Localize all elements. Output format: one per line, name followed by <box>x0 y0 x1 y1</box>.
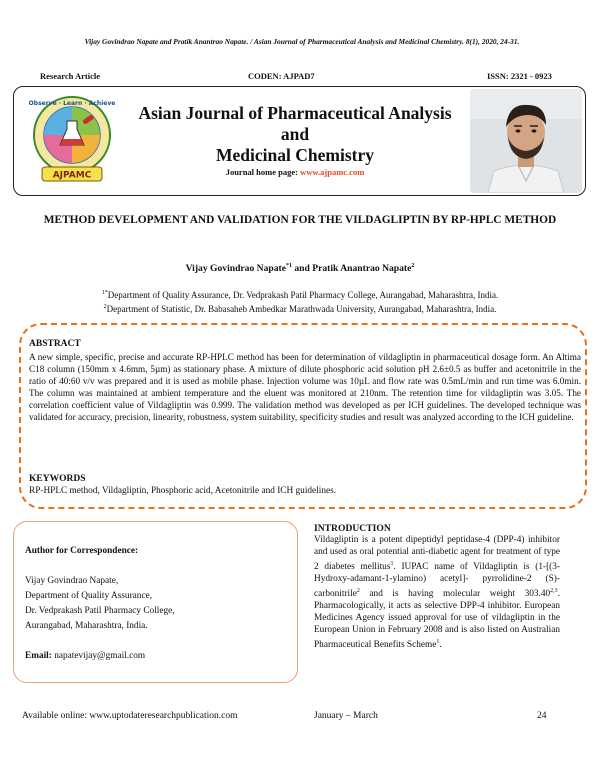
correspondence-name: Vijay Govindrao Napate, <box>25 576 119 586</box>
keywords-text: RP-HPLC method, Vildagliptin, Phosphoric acid, Acetonitrile and ICH guidelines. <box>29 486 337 496</box>
journal-title <box>130 103 460 166</box>
correspondence-heading: Author for Correspondence: <box>25 546 139 556</box>
journal-homepage <box>130 167 460 177</box>
journal-logo-graphic <box>22 95 122 189</box>
affiliation-1 <box>20 290 580 300</box>
introduction-heading: INTRODUCTION <box>314 523 391 534</box>
homepage-label: Journal home page: <box>225 167 298 177</box>
affiliation-1-sup: 1* <box>101 290 108 296</box>
author-1-sup: *1 <box>285 263 292 269</box>
abstract-heading: ABSTRACT <box>29 339 81 349</box>
intro-part-5: . <box>439 640 442 651</box>
correspondence-place: Aurangabad, Maharashtra, India. <box>25 621 148 631</box>
abstract-text: A new simple, specific, precise and accurate RP-HPLC method has been for determination of vildagliptin in pharmaceutical dosage form. An Altima C18 column (150mm x 4.6mm, 5µm) as stationary phase. A mixture of dilute phosphoric acid solution pH 2.6±0.5 as buffer and acetonitrile in the ratio of 40:60 v/v was prepared and it is used as mobile phase. Injection volume was 10µL and flow rate was 0.5mL/min and run time was 6.0min. The column was maintained at ambient temperature and the eluent was monitored at 210nm. The retention time for vildagliptin was 3.05. The correlation coefficient value of Vildagliptin was 0.999. The validation method was developed as per ICH guidelines. The developed technique was validated for accuracy, precision, linearity, robustness, system suitability, specificity studies and result was analyzed according to the ICH guideline. <box>29 352 581 422</box>
svg-text:Observe · Learn · Achieve: Observe · Learn · Achieve <box>28 100 116 107</box>
footer-page-number: 24 <box>537 711 547 721</box>
affiliation-2 <box>20 304 580 314</box>
correspondence-dept: Department of Quality Assurance, <box>25 591 153 601</box>
article-type: Research Article <box>40 71 101 81</box>
footer-available-online: Available online: www.uptodateresearchpublication.com <box>22 711 238 721</box>
issn: ISSN: 2321 - 0923 <box>487 71 552 81</box>
correspondence-college: Dr. Vedprakash Patil Pharmacy College, <box>25 606 175 616</box>
svg-text:AJPAMC: AJPAMC <box>52 170 92 181</box>
author-photo <box>470 89 582 193</box>
coden: CODEN: AJPAD7 <box>248 71 315 81</box>
running-head: Vijay Govindrao Napate and Pratik Anantrao Napate. / Asian Journal of Pharmaceutical Analysis and Medicinal Chemistry. 8(1), 2020, 24-31. <box>84 37 520 46</box>
affiliation-2-sup: 2 <box>103 304 107 310</box>
introduction-text <box>314 534 560 651</box>
author-1: Vijay Govindrao Napate <box>185 263 286 275</box>
intro-ref-2: 2 <box>356 588 360 595</box>
correspondence-email-row <box>25 651 145 661</box>
intro-part-1: Vildagliptin is a potent dipeptidyl peptidase-4 (DPP-4) inhibitor and used as oral potential anti-diabetic agent for treatment of type 2 diabetes mellitus <box>314 535 560 573</box>
author-2-sup: 2 <box>411 263 415 269</box>
footer-period: January – March <box>314 711 378 721</box>
journal-logo <box>22 95 122 189</box>
email-label: Email: <box>25 651 52 661</box>
homepage-link[interactable]: www.ajpamc.com <box>300 167 365 177</box>
author-connector: and <box>291 263 313 275</box>
paper-title: METHOD DEVELOPMENT AND VALIDATION FOR THE VILDAGLIPTIN BY RP-HPLC METHOD <box>43 214 557 226</box>
author-photo-graphic <box>470 89 582 193</box>
keywords-heading: KEYWORDS <box>29 474 86 484</box>
author-line <box>60 263 540 274</box>
intro-part-3: and is having molecular weight 303.40 <box>359 589 551 600</box>
affiliation-2-text: Department of Statistic, Dr. Babasaheb Ambedkar Marathwada University, Aurangabad, Maharashtra, India. <box>106 304 497 314</box>
journal-title-line3: Medicinal Chemistry <box>216 145 374 165</box>
author-2: Pratik Anantrao Napate <box>312 263 412 275</box>
intro-part-4: . Pharmacologically, it acts as selective DPP-4 inhibitor. European Medicines Agency issued approval for use of vildagliptin in the European Union in February 2008 and is also listed on Australian Pharmaceutical Benefits Scheme <box>314 589 560 651</box>
intro-part-2: . IUPAC name of Vildagliptin is (1-[(3-Hydroxy-adamant-1-ylamino) acetyl]- pyrrolidine-2 (S)- carbonitrile <box>314 562 561 600</box>
journal-title-line1: Asian Journal of Pharmaceutical Analysis <box>138 103 452 123</box>
email-address[interactable]: napatevijay@gmail.com <box>54 651 146 661</box>
intro-ref-3: 2,3 <box>550 588 558 595</box>
journal-title-line2: and <box>280 124 310 144</box>
affiliation-1-text: Department of Quality Assurance, Dr. Vedprakash Patil Pharmacy College, Aurangabad, Maharashtra, India. <box>107 290 499 300</box>
intro-ref-4: 1 <box>436 639 440 646</box>
intro-ref-1: 1 <box>390 561 394 567</box>
